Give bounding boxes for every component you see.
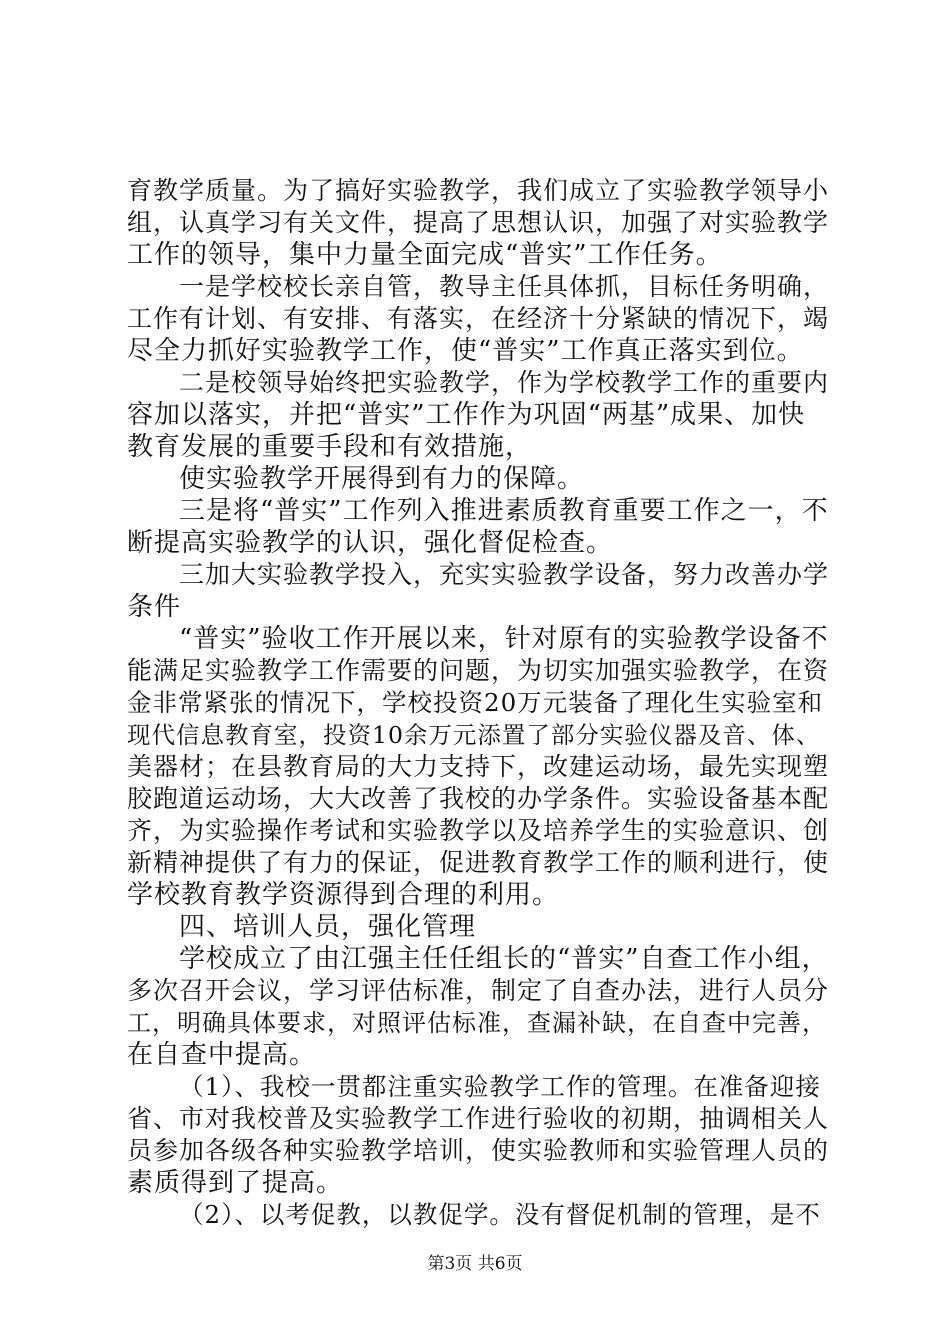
body-text-line: 育教学质量。为了搞好实验教学，我们成立了实验教学领导小 [127,176,830,205]
body-text-line: 现代信息教育室，投资10余万元添置了部分实验仪器及音、体、 [127,721,821,749]
body-text-line: 能满足实验教学工作需要的问题，为切实加强实验教学，在资 [127,656,830,685]
section-heading-line: 四、培训人员，强化管理 [179,912,477,942]
body-text-line: （2）、以考促教，以教促学。没有督促机制的管理，是不 [179,1200,821,1229]
body-text-line: 多次召开会议，学习评估标准，制定了自查办法，进行人员分 [127,976,830,1005]
body-text-line: 学校教育教学资源得到合理的利用。 [127,880,560,910]
body-text-line: 员参加各级各种实验教学培训，使实验教师和实验管理人员的 [127,1136,830,1165]
body-text-line: 素质得到了提高。 [127,1168,344,1198]
body-text-line: 容加以落实，并把“普实”工作作为巩固“两基”成果、加快 [127,400,806,430]
body-text-line: 学校成立了由江强主任任组长的“普实”自查工作小组， [179,944,829,974]
body-text-line: 齐，为实验操作考试和实验教学以及培养学生的实验意识、创 [127,816,830,845]
body-text-line: “普实”验收工作开展以来，针对原有的实验教学设备不 [179,624,829,654]
body-text-line: 工作有计划、有安排、有落实，在经济十分紧缺的情况下，竭 [127,304,830,333]
body-text-line: 使实验教学开展得到有力的保障。 [179,464,585,494]
section-heading-line: 条件 [127,592,182,622]
body-text-line: 省、市对我校普及实验教学工作进行验收的初期，抽调相关人 [127,1104,830,1133]
page-number-footer: 第3页 共6页 [427,1254,523,1274]
body-text-line: （1）、我校一贯都注重实验教学工作的管理。在准备迎接 [179,1072,821,1101]
body-text-line: 组，认真学习有关文件，提高了思想认识，加强了对实验教学 [127,208,830,237]
body-text-line: 尽全力抓好实验教学工作，使“普实”工作真正落实到位。 [127,336,804,366]
body-text-line: 教育发展的重要手段和有效措施， [127,432,533,462]
body-text-line: 断提高实验教学的认识，强化督促检查。 [127,528,614,558]
body-text-line: 在自查中提高。 [127,1040,317,1070]
body-text-line: 工作的领导，集中力量全面完成“普实”工作任务。 [127,240,723,270]
body-text-line: 胶跑道运动场，大大改善了我校的办学条件。实验设备基本配 [127,784,830,813]
section-heading-line: 三加大实验教学投入，充实实验教学设备，努力改善办学 [179,560,830,589]
body-text-line: 工，明确具体要求，对照评估标准，查漏补缺，在自查中完善， [127,1009,827,1037]
body-text-line: 新精神提供了有力的保证，促进教育教学工作的顺利进行，使 [127,848,830,877]
body-text-line: 三是将“普实”工作列入推进素质教育重要工作之一，不 [179,496,829,526]
body-text-line: 金非常紧张的情况下，学校投资20万元装备了理化生实验室和 [127,688,824,717]
body-text-line: 美器材；在县教育局的大力支持下，改建运动场，最先实现塑 [127,752,830,781]
body-text-line: 一是学校校长亲自管，教导主任具体抓，目标任务明确， [179,272,830,301]
body-text-line: 二是校领导始终把实验教学，作为学校教学工作的重要内 [179,368,830,397]
